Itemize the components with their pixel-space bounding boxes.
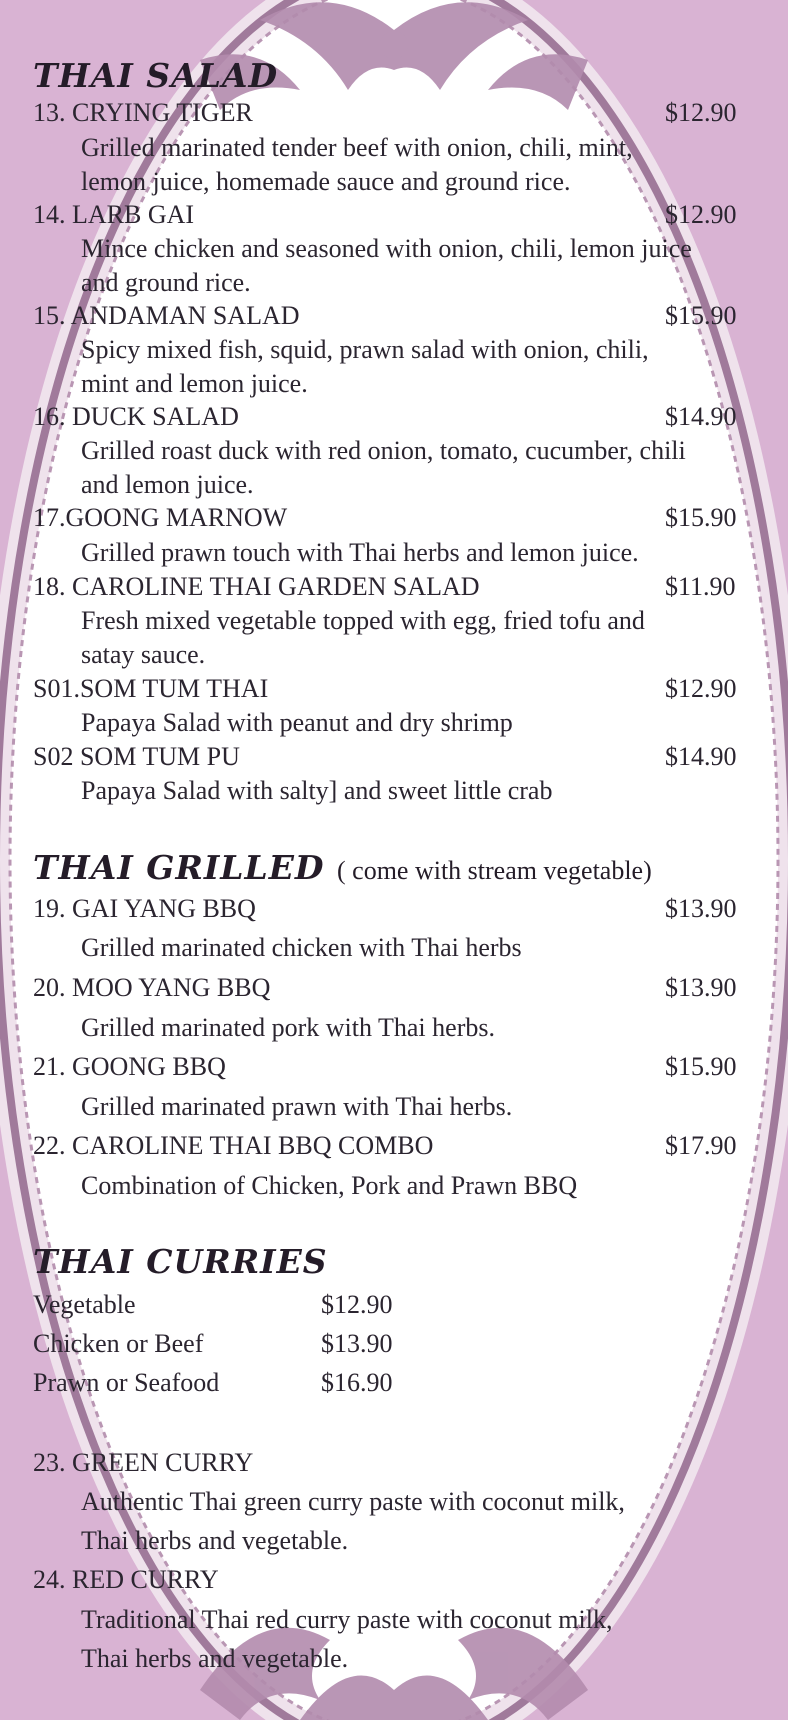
menu-item-name: 24. RED CURRY <box>33 1565 219 1594</box>
menu-item-description: Papaya Salad with peanut and dry shrimp <box>81 708 513 737</box>
menu-item-price: $14.90 <box>665 742 737 771</box>
menu-item-description: mint and lemon juice. <box>81 369 308 398</box>
section-title-salad: THAI SALAD <box>33 56 279 95</box>
menu-item-name: S02 SOM TUM PU <box>33 742 240 771</box>
menu-item-description: Grilled marinated tender beef with onion, chili, mint, <box>81 133 633 162</box>
menu-item-name: 21. GOONG BBQ <box>33 1052 226 1081</box>
menu-item-name: 18. CAROLINE THAI GARDEN SALAD <box>33 572 480 601</box>
menu-item-description: Mince chicken and seasoned with onion, chili, lemon juice <box>81 234 692 263</box>
menu-item-name: 22. CAROLINE THAI BBQ COMBO <box>33 1131 434 1160</box>
menu-item-description: Grilled prawn touch with Thai herbs and lemon juice. <box>81 538 639 567</box>
menu-item-price: $12.90 <box>665 200 737 229</box>
curry-price-label: Chicken or Beef <box>33 1329 204 1358</box>
menu-item-description: Papaya Salad with salty] and sweet little crab <box>81 776 553 805</box>
menu-item-price: $17.90 <box>665 1131 737 1160</box>
section-title-grilled <box>33 848 652 887</box>
menu-item-name: 19. GAI YANG BBQ <box>33 894 256 923</box>
menu-item-description: Fresh mixed vegetable topped with egg, fried tofu and <box>81 606 645 635</box>
menu-item-description: Thai herbs and vegetable. <box>81 1526 349 1555</box>
menu-item-description: and ground rice. <box>81 268 251 297</box>
curry-price: $12.90 <box>321 1290 393 1319</box>
menu-item-name: 13. CRYING TIGER <box>33 98 253 127</box>
menu-item-price: $15.90 <box>665 503 737 532</box>
menu-item-description: Grilled roast duck with red onion, tomato, cucumber, chili <box>81 436 686 465</box>
menu-item-price: $13.90 <box>665 894 737 923</box>
menu-item-description: lemon juice, homemade sauce and ground rice. <box>81 167 571 196</box>
menu-item-price: $15.90 <box>665 301 737 330</box>
menu-item-name: 15. ANDAMAN SALAD <box>33 301 300 330</box>
menu-item-name: S01.SOM TUM THAI <box>33 674 269 703</box>
menu-item-name: 17.GOONG MARNOW <box>33 503 288 532</box>
section-note: ( come with stream vegetable) <box>337 856 652 885</box>
menu-item-price: $12.90 <box>665 98 737 127</box>
menu-item-description: Thai herbs and vegetable. <box>81 1644 349 1673</box>
menu-item-price: $13.90 <box>665 973 737 1002</box>
menu-item-description: satay sauce. <box>81 640 206 669</box>
menu-item-name: 14. LARB GAI <box>33 200 195 229</box>
menu-item-description: Combination of Chicken, Pork and Prawn BBQ <box>81 1171 578 1200</box>
menu-item-price: $14.90 <box>665 402 737 431</box>
menu-item-description: and lemon juice. <box>81 470 254 499</box>
menu-item-description: Spicy mixed fish, squid, prawn salad with onion, chili, <box>81 335 649 364</box>
menu-item-name: 23. GREEN CURRY <box>33 1448 254 1477</box>
menu-item-price: $11.90 <box>665 572 736 601</box>
menu-item-description: Traditional Thai red curry paste with coconut milk, <box>81 1605 613 1634</box>
curry-price-label: Prawn or Seafood <box>33 1368 220 1397</box>
menu-item-description: Grilled marinated chicken with Thai herbs <box>81 933 522 962</box>
curry-price: $13.90 <box>321 1329 393 1358</box>
menu-item-name: 20. MOO YANG BBQ <box>33 973 271 1002</box>
menu-item-description: Grilled marinated prawn with Thai herbs. <box>81 1092 513 1121</box>
section-title-grilled-text: THAI GRILLED <box>33 848 325 887</box>
menu-item-description: Grilled marinated pork with Thai herbs. <box>81 1013 495 1042</box>
menu-item-name: 16. DUCK SALAD <box>33 402 239 431</box>
section-title-curries: THAI CURRIES <box>33 1242 328 1281</box>
menu-item-description: Authentic Thai green curry paste with coconut milk, <box>81 1487 625 1516</box>
curry-price: $16.90 <box>321 1368 393 1397</box>
menu-item-price: $15.90 <box>665 1052 737 1081</box>
menu-item-price: $12.90 <box>665 674 737 703</box>
curry-price-label: Vegetable <box>33 1290 136 1319</box>
